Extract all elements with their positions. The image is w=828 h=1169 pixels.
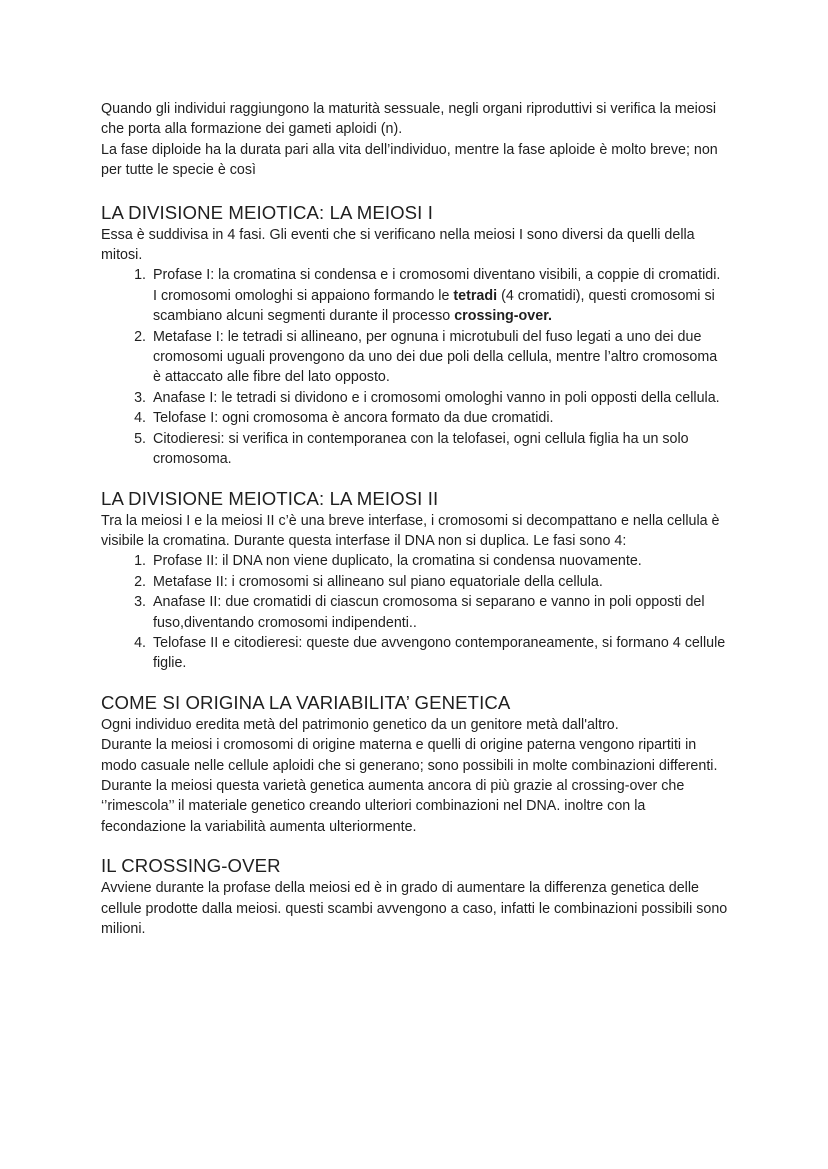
meiosi-1-intro: Essa è suddivisa in 4 fasi. Gli eventi che si verificano nella meiosi I sono diversi da quelli della mitosi.: [101, 226, 695, 264]
crossing-over-section: [101, 854, 728, 939]
bold-term-crossing-over: crossing-over.: [454, 308, 552, 325]
phase-text: Profase I: la cromatina si condensa e i cromosomi diventano visibili, a coppie di cromatidi. I cromosomi omologhi si appaiono formando le: [153, 267, 721, 304]
meiosi-1-section: [101, 201, 728, 470]
crossing-over-paragraph: Avviene durante la profase della meiosi ed è in grado di aumentare la differenza genetica delle cellule prodotte dalla meiosi. questi scambi avvengono a caso, infatti le combinazioni possibili sono milioni.: [101, 880, 728, 937]
variabilita-section: [101, 691, 728, 837]
phase-text: (4 cromatidi), questi cromosomi si scambiano alcuni segmenti durante il processo: [153, 287, 715, 325]
list-item: 4. Telofase II e citodieresi: queste due avvengono contemporaneamente, si formano 4 cellule figlie.: [150, 633, 728, 674]
meiosi-2-heading: LA DIVISIONE MEIOTICA: LA MEIOSI II: [101, 487, 439, 509]
list-item: 1. Profase II: il DNA non viene duplicato, la cromatina si condensa nuovamente.: [150, 551, 728, 571]
variabilita-heading: COME SI ORIGINA LA VARIABILITA’ GENETICA: [101, 691, 511, 713]
intro-section: [101, 99, 728, 181]
intro-paragraph-2: La fase diploide ha la durata pari alla vita dell’individuo, mentre la fase aploide è molto breve; non per tutte le specie è così: [101, 141, 718, 179]
meiosi-1-heading: LA DIVISIONE MEIOTICA: LA MEIOSI I: [101, 201, 433, 223]
bold-term-tetradi: tetradi: [453, 287, 498, 304]
list-item: 5. Citodieresi: si verifica in contemporanea con la telofasei, ogni cellula figlia ha un solo cromosoma.: [150, 429, 728, 470]
meiosi-2-intro: Tra la meiosi I e la meiosi II c’è una breve interfase, i cromosomi si decompattano e nella cellula è visibile la cromatina. Durante questa interfase il DNA non si duplica. Le fasi sono 4:: [101, 512, 720, 549]
meiosi-1-phase-list: [101, 265, 728, 469]
list-item: 3. Anafase I: le tetradi si dividono e i cromosomi omologhi vanno in poli opposti della cellula.: [150, 388, 728, 408]
meiosi-2-section: [101, 487, 728, 674]
intro-paragraph-1: Quando gli individui raggiungono la maturità sessuale, negli organi riproduttivi si verifica la meiosi che porta alla formazione dei gameti aploidi (n).: [101, 101, 717, 138]
list-item: 2. Metafase I: le tetradi si allineano, per ognuna i microtubuli del fuso legati a uno dei due cromosomi uguali provengono da uno dei due poli della cellula, mentre l’altro cromosoma è attaccato alle fibre del lato opposto.: [150, 327, 728, 388]
variabilita-paragraph-2: Durante la meiosi i cromosomi di origine materna e quelli di origine paterna vengono ripartiti in modo casuale nelle cellule aploidi che si generano; sono possibili in molte combinazioni differenti. Durante la meiosi questa varietà genetica aumenta ancora di più grazie al crossing-over che ‘’rimescola’’ il materiale genetico creando ulteriori combinazioni nel DNA. inoltre con la fecondazione la variabilità aumenta ulteriormente.: [101, 737, 718, 835]
list-item: 2. Metafase II: i cromosomi si allineano sul piano equatoriale della cellula.: [150, 572, 728, 592]
variabilita-paragraph-1: Ogni individuo eredita metà del patrimonio genetico da un genitore metà dall'altro.: [101, 716, 619, 733]
meiosi-2-phase-list: [101, 551, 728, 673]
list-item: [150, 265, 728, 326]
list-item: 3. Anafase II: due cromatidi di ciascun cromosoma si separano e vanno in poli opposti del fuso,diventando cromosomi indipendenti..: [150, 592, 728, 633]
list-item: 4. Telofase I: ogni cromosoma è ancora formato da due cromatidi.: [150, 408, 728, 428]
crossing-over-heading: IL CROSSING-OVER: [101, 855, 281, 877]
